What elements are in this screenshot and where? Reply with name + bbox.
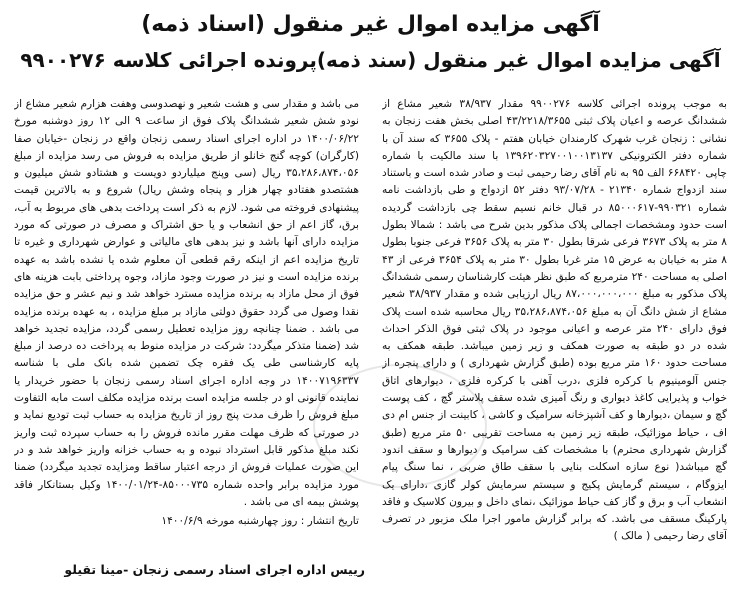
body-column-right [382,96,727,566]
body-column-left [14,96,359,566]
document-title: آگهی مزایده اموال غیر منقول (اسناد ذمه) [141,12,600,37]
document-subtitle: آگهی مزایده اموال غیر منقول (سند ذمه)پرونده اجرائی کلاسه ۹۹۰۰۲۷۶ [20,48,721,72]
body-text-right: به موجب پرونده اجرائی کلاسه ۹۹۰۰۲۷۶ مقدار ۳۸/۹۳۷ شعیر مشاع از ششدانگ عرصه و اعیان پلاک ثبتی ۴۳/۲۲۱۸/۳۶۵۵ اصلی بخش هفت زنجان به نشانی : زنجان غرب شهرک کارمندان خیابان هفتم - پلاک ۳۶۵۵ که سند آن با شماره دفتر الکترونیکی ۱۳۹۶۲۰۳۲۷۰۰۱۰۰۱۳۱۳۷ با سند مالکیت با شماره چاپی ۶۶۸۴۲۰ الف ۹۵ به نام آقای رضا رحیمی ثبت و صادر شده است و باستناد سند ازدواج شماره ۲۱۳۴۰ - ۹۳/۰۷/۲۸ دفتر ۵۲ ازدواج و طی بازداشت نامه شماره ۹۹۰۳۲۱-۸۵۰۰۰۶۱۷ در قبال خانم نسیم سقط چی بازداشت گردیده است حدود ومشخصات اجمالی پلاک مذکور بدین شرح می باشد : شمالا بطول ۸ متر به پلاک ۳۶۷۳ فرعی شرقا بطول ۳۰ متر به پلاک ۳۶۵۶ فرعی جنوبا بطول ۸ متر به خیابان به عرض ۱۵ متر غربا بطول ۳۰ متر به پلاک ۳۶۵۴ فرعی از ۴۳ اصلی به مساحت ۲۴۰ مترمربع که طبق نظر هیئت کارشناسان رسمی ششدانگ پلاک مذکور به مبلغ ۸۷،۰۰۰،۰۰۰،۰۰۰ ریال ارزیابی شده و مقدار ۳۸/۹۳۷ شعیر مشاع از شش دانگ آن به مبلغ ۳۵،۲۸۶،۸۷۴،۰۵۶ ریال محاسبه شده است پلاک فوق دارای ۲۴۰ متر عرصه و اعیانی موجود در پلاک ثبتی فوق الذکر احداث شده در دو طبقه به صورت همکف و زیر زمین میباشد. طبقه همکف به مساحت حدود ۱۶۰ متر مربع بوده (طبق گزارش شهرداری ) و دارای پنجره از جنس آلومینیوم با کرکره فلزی ،درب آهنی با کرکره فلزی ، دیوارهای اتاق خواب و پذیرایی کاغذ دیواری و رنگ آمیزی شده سقف پلاستر گچ ، کف پوست گچ و سیمان ،دیوارها و کف آشپزخانه سرامیک و کاشی ، کابینت از جنس ام دی اف ، حیاط موزائیک، طبقه زیر زمین به مساحت تقریبی ۵۰ متر مربع (طبق گزارش شهرداری محترم) با مشخصات کف سرامیک و دیوارها و سقف اندود گچ میباشد( نوع سازه اسکلت بنایی با سقف طاق ضربی ، نما سنگ پیام ایزوگام ، سیستم گرمایش پکیج و سیستم سرمایش کولر گازی ،دارای یک انشعاب آب و برق و گاز کف حیاط موزائیک ،نمای داخل و بیرون کلاسیک و فاقد پارکینگ مسقف می باشد. که برابر گزارش مامور اجرا ملک مزبور در تصرف آقای رضا رحیمی ( مالک ) [382,98,727,543]
publish-date: تاریخ انتشار : روز چهارشنبه مورخه ۱۴۰۰/۶/۹ [161,515,359,528]
notice-document [8,4,733,594]
body-text-left: می باشد و مقدار سی و هشت شعیر و نهصدوسی وهفت هزارم شعیر مشاع از نودو شش شعیر ششدانگ پلاک فوق از ساعت ۹ الی ۱۲ روز دوشنبه مورخ ۱۴۰۰/۰۶/۲۲ در اداره اجرای اسناد رسمی زنجان واقع در زنجان -خیابان صفا (کارگران) کوچه گنج خانلو از طریق مزایده به فروش می رسد مزایده از مبلغ ۳۵،۲۸۶،۸۷۴،۰۵۶ ریال (سی وپنج میلیاردو دویست و هشتادو شش میلیون و هشتصدو هفتادو چهار هزار و پنجاه وشش ریال) شروع و به بالاترین قیمت پیشنهادی فروخته می شود. لازم به ذکر است پرداخت بدهی های مربوط به آب، برق، گاز اعم از حق انشعاب و یا حق اشتراک و مصرف در صورتی که مورد مزایده دارای آنها باشد و نیز بدهی های مالیاتی و عوارض شهرداری و غیره تا تاریخ مزایده اعم از اینکه رقم قطعی آن معلوم شده یا نشده باشد به عهده برنده مزایده است و نیز در صورت وجود مازاد، وجوه پرداختی بابت هزینه های فوق از محل مازاد به برنده مزایده مسترد خواهد شد و نیم عشر و حق مزایده نقدا وصول می گردد حقوق دولتی مازاد بر مبلغ مزایده ، به عهده برنده مزایده می باشد . ضمنا چنانچه روز مزایده تعطیل رسمی گردد، مزایده تجدید خواهد شد (ضمنا متذکر میگردد: شرکت در مزایده منوط به پرداخت ده درصد از مبلغ پایه کارشناسی طی یک فقره چک تضمین شده بانک ملی با شناسه ۱۴۰۰۷۱۹۶۳۳۷ در وجه اداره اجرای اسناد رسمی زنجان با حضور خریدار یا نماینده قانونی او در جلسه مزایده است برنده مزایده مکلف است مابه التفاوت مبلغ فروش را ظرف مدت پنج روز از تاریخ مزایده به حساب ثبت تودیع نماید و در صورتی که ظرف مهلت مقرر مانده فروش را به حساب سپرده ثبت واریز نکند مبلغ مذکور قابل استرداد نبوده و به حساب خزانه واریز خواهد شد و در این صورت عملیات فروش از درجه اعتبار ساقط ومزایده تجدید میگردد) ضمنا مورد مزایده برابر واحده شماره ۸۵۰۰۰۷۳۵-۱۴۰۰/۰۱/۲۴ وکیل بستانکار فاقد پوشش بیمه ای می باشد . [14,98,359,508]
signature-line: رییس اداره اجرای اسناد رسمی زنجان -مینا تقیلو [64,562,365,577]
